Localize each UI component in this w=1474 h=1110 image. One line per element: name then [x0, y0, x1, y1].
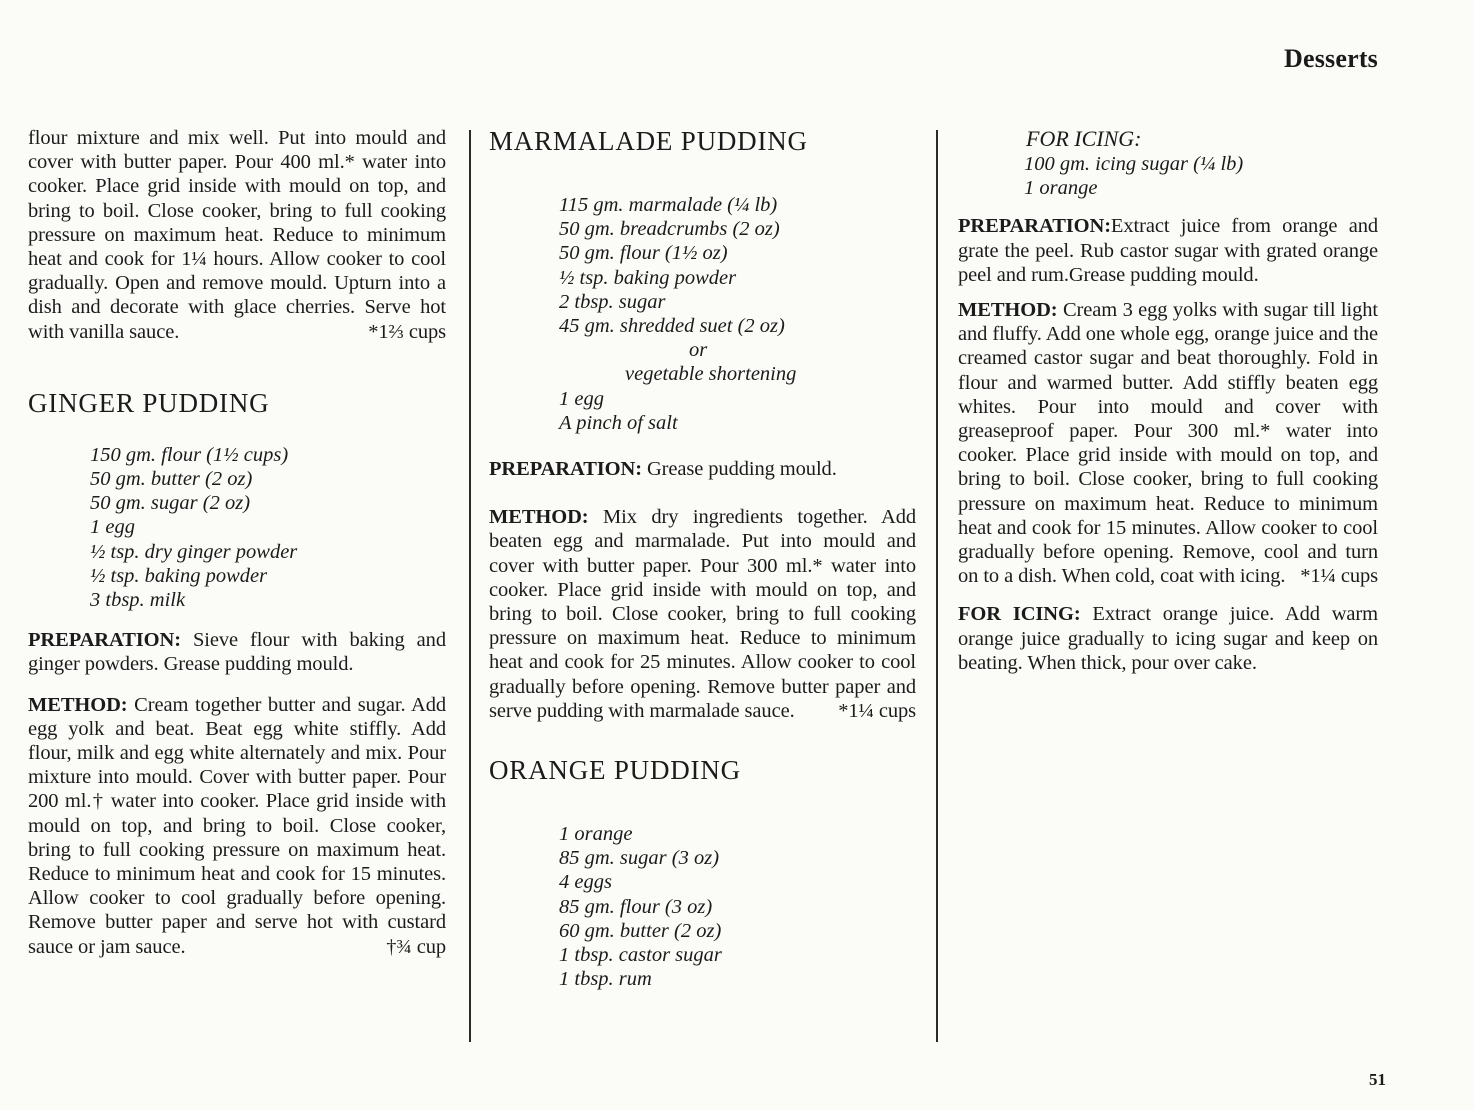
recipe-title-ginger-pudding: GINGER PUDDING	[28, 387, 270, 418]
ingredient-item: 85 gm. flour (3 oz)	[559, 895, 713, 918]
column-divider	[469, 130, 471, 1042]
ingredient-item: 2 tbsp. sugar	[559, 290, 666, 313]
preparation-paragraph: PREPARATION: Grease pudding mould.	[489, 458, 837, 481]
recipe-title-marmalade-pudding: MARMALADE PUDDING	[489, 126, 808, 156]
ingredient-alternative: vegetable shortening	[625, 363, 797, 386]
ingredient-list-orange	[559, 822, 916, 991]
method-label: METHOD:	[28, 693, 128, 716]
ingredient-item: 50 gm. breadcrumbs (2 oz)	[559, 218, 780, 241]
preparation-label: PREPARATION:	[958, 215, 1111, 238]
page-number: 51	[1369, 1070, 1386, 1089]
method-label: METHOD:	[958, 299, 1058, 322]
ingredient-item: ½ tsp. baking powder	[90, 564, 268, 587]
ingredient-item: A pinch of salt	[559, 411, 678, 434]
section-title: Desserts	[1283, 44, 1378, 73]
preparation-paragraph: PREPARATION: Sieve flour with baking and ginger powders. Grease pudding mould.	[28, 629, 446, 676]
method-paragraph: METHOD: Mix dry ingredients together. Add beaten egg and marmalade. Put into mould and cover with butter paper. Pour 300 ml.* water into cooker. Place grid inside with mould on top, and bring to boil. Close cooker, bring to full cooking pressure on maximum heat. Reduce to minimum heat and cook for 25 minutes. Allow cooker to cool gradually before opening. Remove butter paper and serve pudding with marmalade sauce. *1¼ cups	[489, 506, 917, 722]
preparation-paragraph: PREPARATION:Extract juice from orange and grate the peel. Rub castor sugar with grated orange peel and rum.Grease pudding mould.	[958, 215, 1378, 286]
ingredient-item: ½ tsp. baking powder	[559, 266, 737, 289]
yield-note: *1¼ cups	[1300, 565, 1378, 588]
ingredient-list-ginger	[90, 443, 446, 612]
ingredient-item: 4 eggs	[559, 871, 612, 894]
method-paragraph: METHOD: Cream together butter and sugar. Add egg yolk and beat. Beat egg white stiffly. Add flour, milk and egg white alternately and mix. Pour mixture into mould. Cover with butter paper. Pour 200 ml.† water into cooker. Place grid inside with mould on top, and bring to boil. Close cooker, bring to full cooking pressure on maximum heat. Reduce to minimum heat and cook for 15 minutes. Allow cooker to cool gradually before opening. Remove butter paper and serve hot with custard sauce or jam sauce. †¾ cup	[28, 693, 446, 958]
yield-note: †¾ cup	[386, 935, 446, 958]
ingredient-item: 1 orange	[559, 823, 633, 846]
column-right	[958, 126, 1378, 675]
ingredient-item: 45 gm. shredded suet (2 oz)	[559, 315, 785, 338]
preparation-label: PREPARATION:	[489, 458, 642, 481]
column-divider	[936, 130, 938, 1042]
method-label: METHOD:	[489, 506, 589, 529]
ingredient-item: 50 gm. flour (1½ oz)	[559, 242, 728, 265]
ingredient-alternative-or: or	[689, 339, 708, 362]
icing-label: FOR ICING:	[958, 603, 1081, 626]
ingredient-item: 1 egg	[559, 387, 604, 410]
ingredient-item: 100 gm. icing sugar (¼ lb)	[1024, 153, 1244, 175]
ingredient-item: 60 gm. butter (2 oz)	[559, 919, 722, 942]
ingredient-item: 3 tbsp. milk	[90, 589, 186, 612]
recipe-title-orange-pudding: ORANGE PUDDING	[489, 755, 741, 786]
ingredient-item: 50 gm. butter (2 oz)	[90, 468, 253, 491]
ingredient-item: 150 gm. flour (1½ cups)	[90, 443, 289, 466]
ingredient-item: 1 tbsp. rum	[559, 968, 652, 991]
ingredient-item: 85 gm. sugar (3 oz)	[559, 847, 720, 870]
ingredient-item: 1 egg	[90, 516, 135, 539]
ingredient-list-icing	[1024, 152, 1378, 200]
ingredient-list-marmalade	[559, 193, 916, 435]
yield-note: *1¼ cups	[838, 699, 916, 722]
method-paragraph: METHOD: Cream 3 egg yolks with sugar till light and fluffy. Add one whole egg, orange juice and the creamed castor sugar and beat thoroughly. Fold in flour and warmed butter. Add stiffly beaten egg whites. Pour into mould and cover with greaseproof paper. Pour 300 ml.* water into cooker. Place grid inside with mould on top, and bring to boil. Close cooker, bring to full cooking pressure on maximum heat. Reduce to minimum heat and cook for 15 minutes. Allow cooker to cool gradually before opening. Remove, cool and turn on to a dish. When cold, coat with icing. *1¼ cups	[958, 299, 1379, 588]
yield-note: *1⅔ cups	[368, 320, 446, 343]
ingredient-item: 50 gm. sugar (2 oz)	[90, 492, 251, 515]
preparation-label: PREPARATION:	[28, 629, 181, 652]
ingredient-item: 1 orange	[1024, 177, 1098, 200]
ingredient-item: ½ tsp. dry ginger powder	[90, 540, 298, 563]
icing-paragraph: FOR ICING: Extract orange juice. Add warm orange juice gradually to icing sugar and keep on beating. When thick, pour over cake.	[958, 603, 1378, 674]
icing-heading: FOR ICING:	[1026, 126, 1142, 151]
column-left	[28, 126, 446, 959]
ingredient-item: 1 tbsp. castor sugar	[559, 944, 722, 967]
column-middle	[489, 126, 916, 991]
ingredient-item: 115 gm. marmalade (¼ lb)	[559, 194, 778, 216]
continued-recipe-text: flour mixture and mix well. Put into mould and cover with butter paper. Pour 400 ml.* water into cooker. Place grid inside with mould on top, and bring to boil. Close cooker, bring to full cooking pressure on maximum heat. Reduce to minimum heat and cook for 1¼ hours. Allow cooker to cool gradually. Open and remove mould. Upturn into a dish and decorate with glace cherries. Serve hot with vanilla sauce. *1⅔ cups	[28, 127, 446, 343]
